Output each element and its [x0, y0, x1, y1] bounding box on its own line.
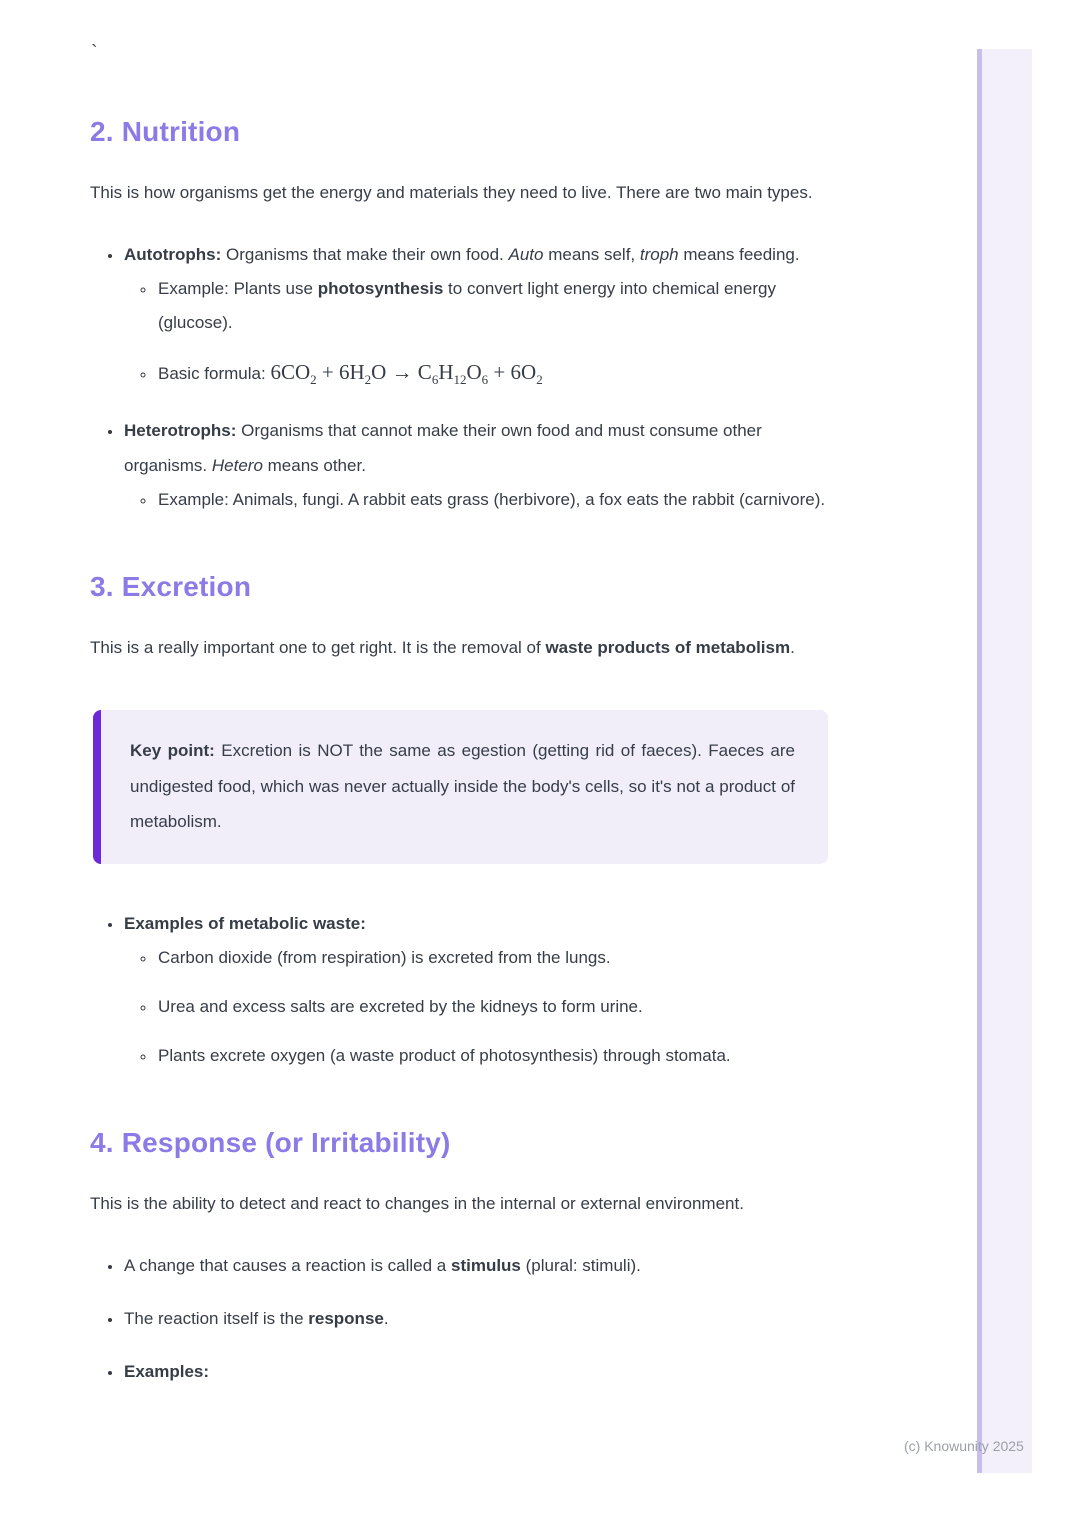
photosynthesis-term: photosynthesis: [317, 279, 444, 298]
excretion-intro: [90, 630, 828, 665]
response-text: .: [383, 1308, 389, 1328]
response-term: response: [308, 1308, 384, 1328]
heterotrophs-term: Heterotrophs:: [124, 421, 237, 440]
right-scroll-strip[interactable]: [977, 49, 1032, 1473]
list-item-metabolic-waste: [123, 906, 828, 1073]
key-point-text: Excretion is NOT the same as egestion (getting rid of faeces). Faeces are undigested food, which was never actually inside the body's cells, so it's not a product of metabolism.: [130, 741, 795, 831]
excretion-intro-text: .: [790, 638, 795, 657]
list-item-plant-oxygen: [156, 1039, 828, 1073]
nutrition-list: [90, 237, 828, 517]
autotrophs-text: Organisms that make their own food.: [221, 245, 509, 264]
response-text: The reaction itself is the: [124, 1308, 309, 1328]
list-item-photosynthesis-example: [156, 272, 828, 340]
example-text: Carbon dioxide (from respiration) is excreted from the lungs.: [158, 947, 611, 967]
excretion-list: [90, 906, 828, 1073]
metabolic-waste-sublist: [124, 941, 828, 1073]
stimulus-text: (plural: stimuli).: [520, 1255, 641, 1275]
heterotrophs-text: means other.: [262, 456, 366, 475]
autotrophs-italic-troph: troph: [639, 245, 679, 264]
stray-backtick: `: [91, 42, 98, 64]
autotrophs-text: means self,: [543, 245, 640, 264]
autotrophs-sublist: [124, 272, 828, 391]
examples-label: Examples:: [124, 1361, 210, 1381]
list-item-co2: [156, 941, 828, 975]
section-heading-response: 4. Response (or Irritability): [90, 1126, 451, 1158]
copyright-watermark: (c) Knowunity 2025: [904, 1438, 1024, 1454]
autotrophs-text: means feeding.: [678, 245, 800, 264]
example-text: Example: Animals, fungi. A rabbit eats grass (herbivore), a fox eats the rabbit (carnivore).: [158, 490, 826, 509]
example-text: Example: Plants use: [158, 279, 318, 298]
list-item-response-def: [123, 1301, 828, 1336]
key-point-label: Key point:: [130, 741, 215, 760]
heterotrophs-text: Organisms that cannot make their own food and must consume other organisms.: [124, 421, 762, 475]
nutrition-intro: This is how organisms get the energy and materials they need to live. There are two main types.: [90, 183, 813, 202]
formula-label: Basic formula:: [158, 364, 271, 383]
heterotrophs-sublist: [124, 483, 828, 517]
list-item-heterotrophs: [123, 413, 828, 517]
key-point-paragraph: [130, 733, 795, 840]
heterotrophs-italic-hetero: Hetero: [211, 456, 263, 475]
section-heading-excretion: 3. Excretion: [90, 571, 252, 602]
stimulus-text: A change that causes a reaction is called a: [124, 1255, 451, 1275]
photosynthesis-equation: $6CO_2 + 6H_2O \to C_6H_{12}O_6 + 6O_2$: [270, 360, 543, 388]
list-item-examples: [123, 1354, 828, 1389]
stimulus-term: stimulus: [450, 1255, 521, 1275]
metabolic-waste-label: Examples of metabolic waste:: [124, 913, 366, 933]
list-item-stimulus: [123, 1248, 828, 1283]
list-item-basic-formula: [156, 355, 828, 391]
example-text: Urea and excess salts are excreted by the kidneys to form urine.: [158, 996, 643, 1016]
excretion-intro-text: This is a really important one to get right. It is the removal of: [90, 638, 546, 657]
response-intro: This is the ability to detect and react to changes in the internal or external environment.: [90, 1193, 744, 1213]
autotrophs-italic-auto: Auto: [508, 245, 544, 264]
response-list: [90, 1248, 828, 1389]
list-item-autotrophs: [123, 237, 828, 391]
example-text: Plants excrete oxygen (a waste product of photosynthesis) through stomata.: [158, 1045, 731, 1065]
section-heading-nutrition: 2. Nutrition: [90, 116, 241, 147]
list-item-heterotrophs-example: [156, 483, 828, 517]
example-text: to convert light energy into chemical energy (glucose).: [158, 279, 776, 332]
document-page: [90, 0, 828, 1407]
autotrophs-term: Autotrophs:: [124, 245, 222, 264]
list-item-urea: [156, 990, 828, 1024]
key-point-callout: [93, 710, 828, 864]
excretion-intro-bold: waste products of metabolism: [545, 638, 791, 657]
